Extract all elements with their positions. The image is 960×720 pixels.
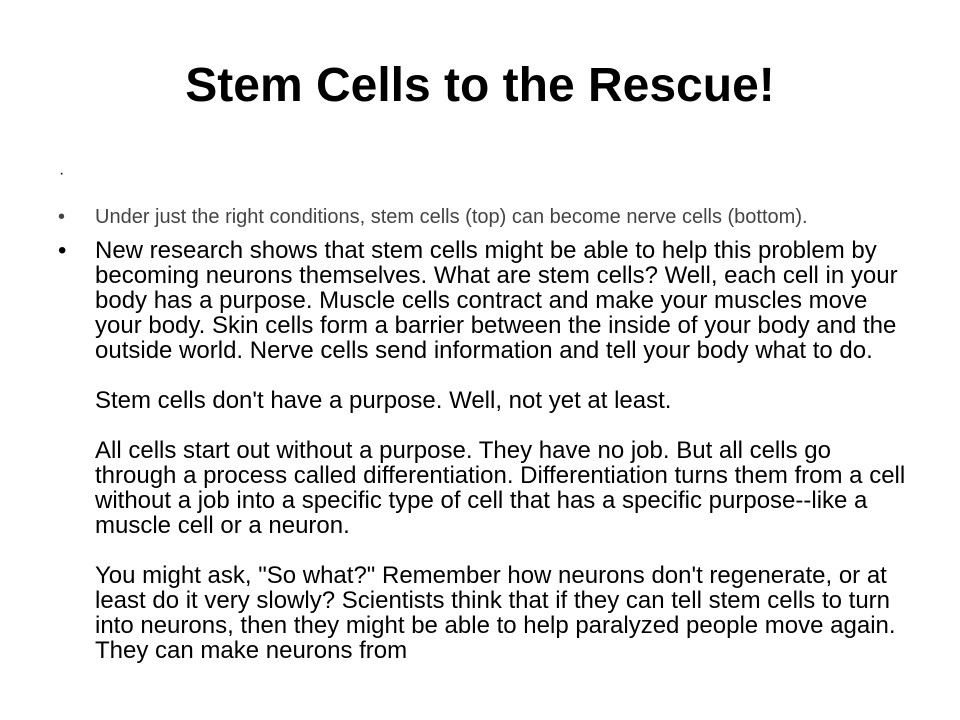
body-paragraph: You might ask, "So what?" Remember how neurons don't regenerate, or at least do it very slowly? Scientists think that if they can tell stem cells to turn into neurons, then they might be able to help paralyzed people move again. They can make neurons from [95, 562, 896, 664]
empty-bullet-dot: · [59, 165, 65, 182]
paragraph-spacer [95, 413, 908, 438]
body-paragraph: All cells start out without a purpose. They have no job. But all cells go through a process called differentiation. Differentiation turns them from a cell without a job into a specific type of cell that has a specific purpose--like a muscle cell or a neuron. [95, 437, 906, 539]
bullet-icon: • [58, 206, 66, 228]
bullet-list [58, 206, 908, 663]
bullet-icon: • [58, 237, 67, 264]
bullet-caption-text: Under just the right conditions, stem cells (top) can become nerve cells (bottom). [95, 206, 808, 228]
paragraph-spacer [95, 363, 908, 388]
slide-title: Stem Cells to the Rescue! [185, 59, 775, 112]
body-paragraph: New research shows that stem cells might be able to help this problem by becoming neurons themselves. What are stem cells? Well, each cell in your body has a purpose. Muscle cells contract and make your muscles move your body. Skin cells form a barrier between the inside of your body and the outside world. Nerve cells send information and tell your body what to do. [95, 237, 898, 364]
paragraph-spacer [95, 538, 908, 563]
body-paragraph: Stem cells don't have a purpose. Well, not yet at least. [95, 387, 672, 414]
bullet-item-body [58, 238, 908, 663]
bullet-item-caption [58, 206, 908, 228]
